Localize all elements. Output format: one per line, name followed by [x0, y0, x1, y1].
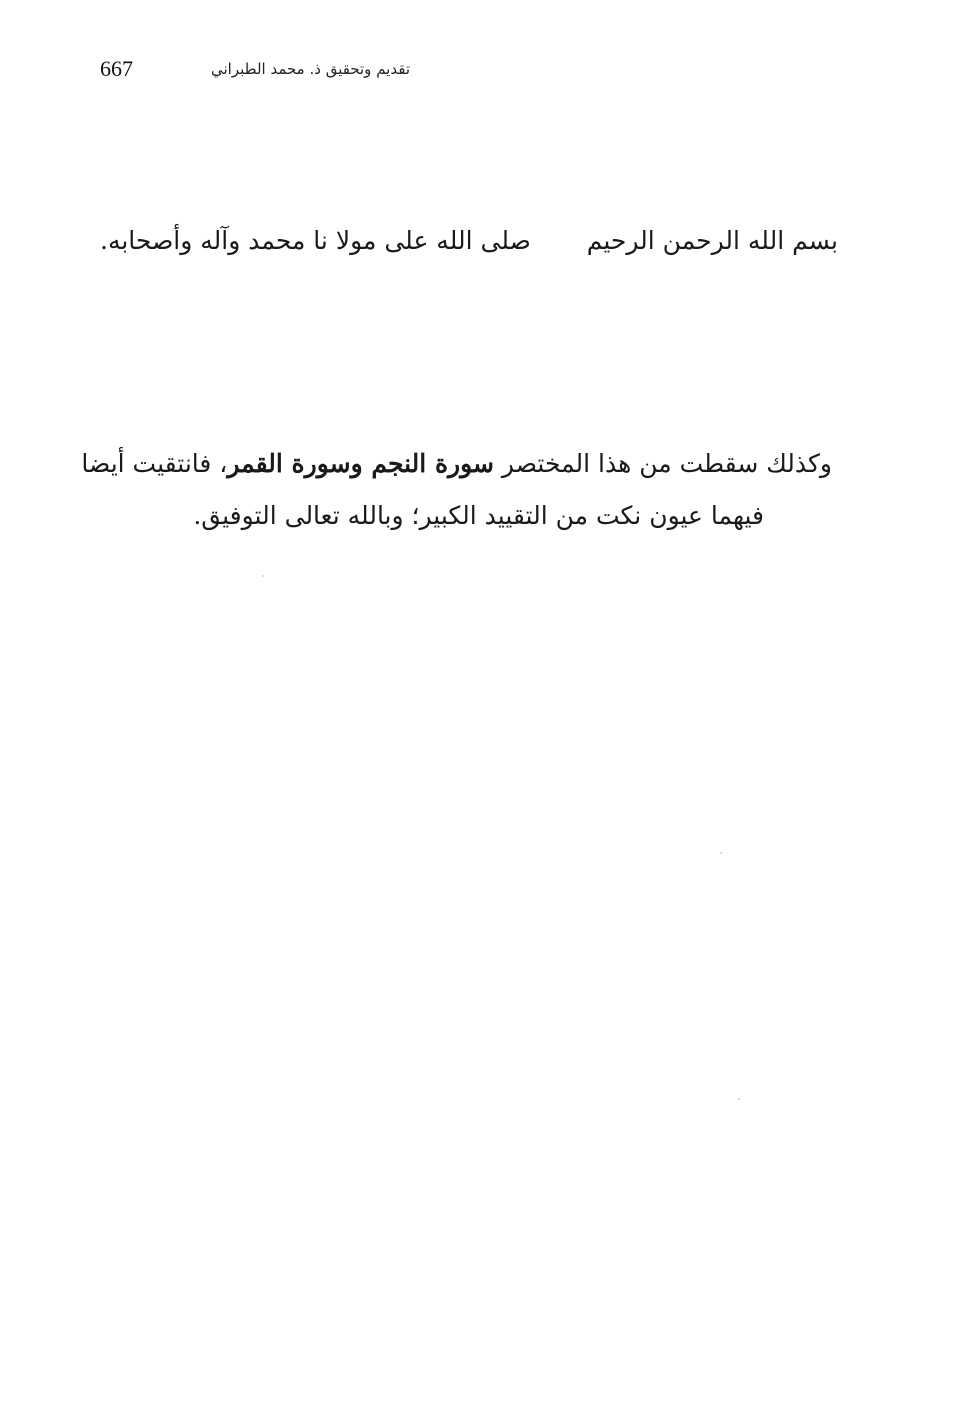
running-title: تقديم وتحقيق ذ. محمد الطبراني: [211, 60, 410, 78]
scan-speck: [262, 575, 264, 577]
line1-start: وكذلك سقطت من هذا المختصر: [493, 449, 832, 478]
line1-end: ، فانتقيت أيضا: [81, 449, 228, 478]
page-number: 667: [100, 56, 133, 81]
salutation: صلى الله على مولا نا محمد وآله وأصحابه.: [100, 226, 531, 255]
conjunction: و: [350, 449, 372, 478]
paragraph-line-2: فيهما عيون نكت من التقييد الكبير؛ وبالله تعالى التوفيق.: [193, 501, 764, 530]
paragraph-line-1: [81, 438, 832, 490]
body-paragraph: [81, 438, 832, 542]
basmala: بسم الله الرحمن الرحيم: [586, 226, 838, 255]
invocation-line: [100, 226, 838, 270]
page-header: [100, 56, 410, 90]
surah-name-qamar: سورة القمر: [227, 449, 351, 478]
scan-speck: [738, 1098, 740, 1100]
surah-name-najm: سورة النجم: [371, 449, 494, 478]
scan-speck: [720, 852, 722, 854]
